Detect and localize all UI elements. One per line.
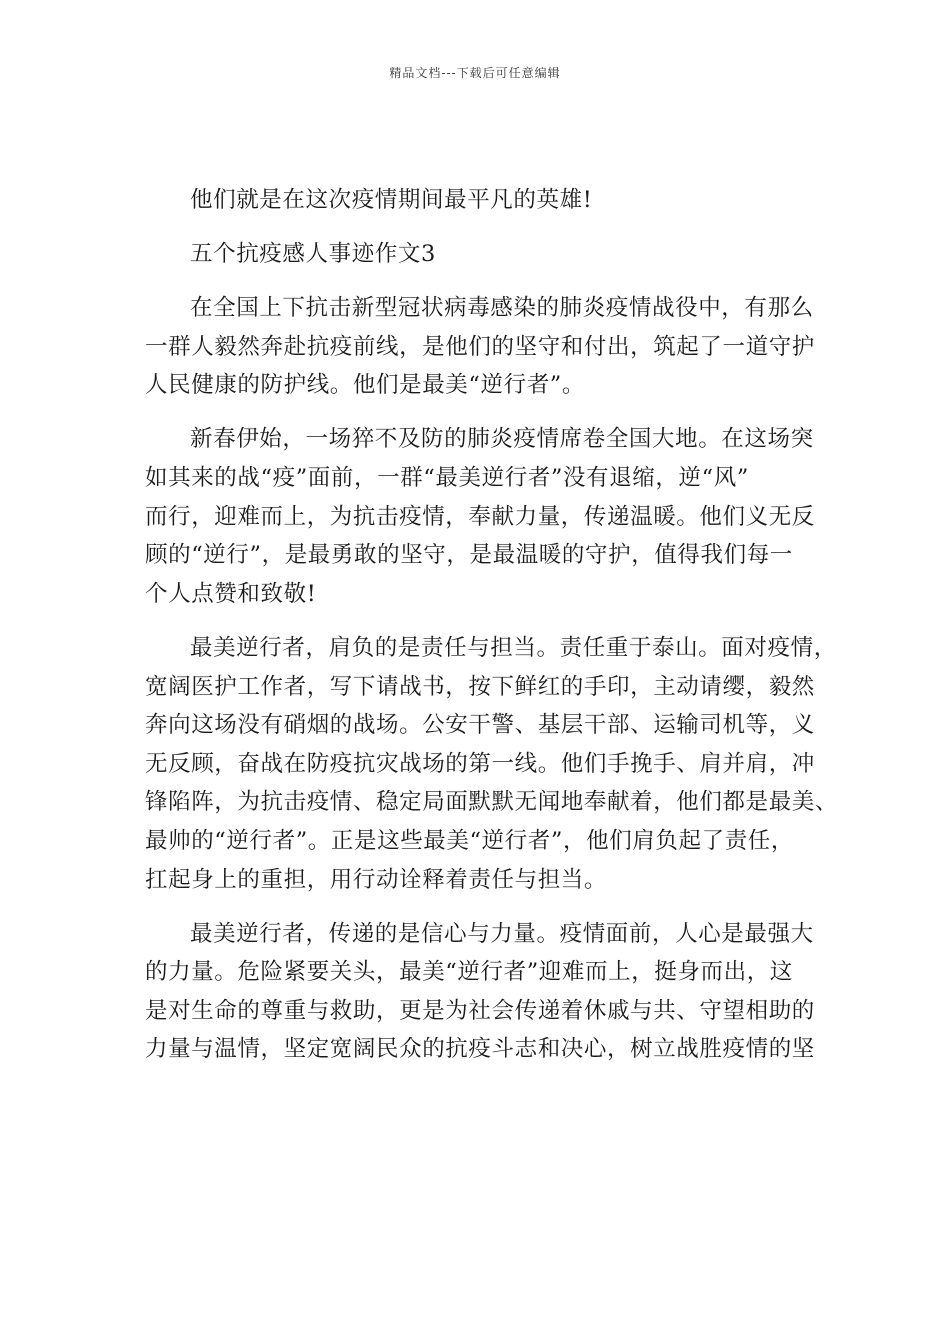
paragraph-line: 奔向这场没有硝烟的战场。公安干警、基层干部、运输司机等，义 — [145, 712, 815, 739]
paragraph-line: 的力量。危险紧要关头，最美“逆行者”迎难而上，挺身而出，这 — [145, 959, 793, 986]
text-line: 他们就是在这次疫情期间最平凡的英雄! — [190, 187, 593, 213]
paragraph-line: 人民健康的防护线。他们是最美“逆行者”。 — [145, 372, 586, 399]
paragraph-line: 而行，迎难而上，为抗击疫情，奉献力量，传递温暖。他们义无反 — [145, 503, 815, 530]
paragraph-line: 宽阔医护工作者，写下请战书，按下鲜红的手印，主动请缨，毅然 — [145, 673, 815, 700]
paragraph-line: 新春伊始，一场猝不及防的肺炎疫情席卷全国大地。在这场突 — [190, 426, 814, 453]
paragraph-line: 力量与温情，坚定宽阔民众的抗疫斗志和决心，树立战胜疫情的坚 — [145, 1036, 815, 1063]
paragraph-line: 在全国上下抗击新型冠状病毒感染的肺炎疫情战役中，有那么 — [190, 295, 814, 322]
paragraph-line: 顾的“逆行”，是最勇敢的坚守，是最温暖的守护，值得我们每一 — [145, 542, 793, 569]
paragraph-line: 个人点赞和致敬! — [145, 580, 317, 607]
paragraph-line: 锋陷阵，为抗击疫情、稳定局面默默无闻地奉献着，他们都是最美、 — [145, 789, 839, 816]
paragraph-line: 最美逆行者，传递的是信心与力量。疫情面前，人心是最强大 — [190, 920, 814, 947]
paragraph-line: 最帅的“逆行者”。正是这些最美“逆行者”，他们肩负起了责任， — [145, 827, 795, 854]
paragraph-line: 无反顾，奋战在防疫抗灾战场的第一线。他们手挽手、肩并肩，冲 — [145, 750, 815, 777]
paragraph-line: 是对生命的尊重与救助，更是为社会传递着休戚与共、守望相助的 — [145, 997, 815, 1024]
page-header: 精品文档---下载后可任意编辑 — [389, 66, 561, 80]
paragraph-line: 一群人毅然奔赴抗疫前线，是他们的坚守和付出，筑起了一道守护 — [145, 333, 815, 360]
paragraph-line: 扛起身上的重担，用行动诠释着责任与担当。 — [145, 866, 608, 893]
paragraph-line: 如其来的战“疫”面前，一群“最美逆行者”没有退缩，逆“风” — [145, 465, 749, 492]
section-title: 五个抗疫感人事迹作文3 — [190, 241, 436, 268]
paragraph-line: 最美逆行者，肩负的是责任与担当。责任重于泰山。面对疫情， — [190, 634, 837, 661]
document-body — [145, 181, 839, 1069]
